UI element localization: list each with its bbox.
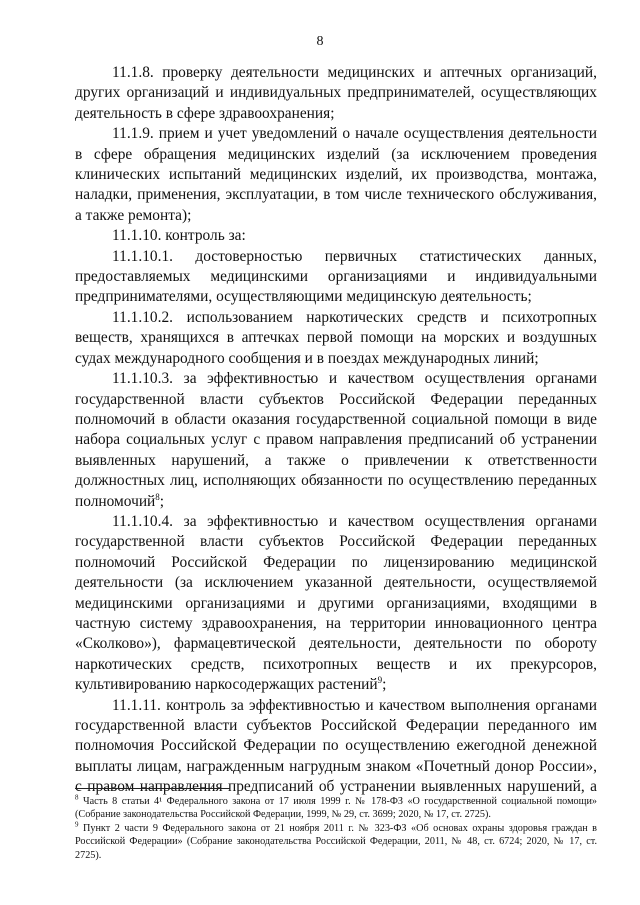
footnote-ref-9[interactable]: 9 — [377, 675, 383, 686]
paragraph-11-1-10-4: 11.1.10.4. за эффективностью и качеством осуществления органами государственной власти субъектов Российской Федерации переданных полномочий Российской Федерации по лицензированию медицинской деятельности (за исключением указанной деятельности, осуществляемой медицинскими организациями и другими организациями, входящими в частную систему здравоохранения, на территории инновационного центра «Сколково»), фармацевтической деятельности, деятельности по обороту наркотических средств, психотропных веществ и их прекурсоров, культивированию наркосодержащих растений$^9$; — [75, 512, 597, 694]
paragraph-11-1-10: 11.1.10. контроль за: — [112, 227, 246, 245]
paragraph-11-1-9: 11.1.9. прием и учет уведомлений о начале осуществления деятельности в сфере обращения медицинских изделий (за исключением проведения клинических испытаний медицинских изделий, их производства, монтажа, наладки, применения, эксплуатации, в том числе технического обслуживания, а также ремонта); — [75, 125, 597, 224]
paragraph-11-1-8: 11.1.8. проверку деятельности медицинских и аптечных организаций, других организаций и индивидуальных предпринимателей, осуществляющих деятельность в сфере здравоохранения; — [75, 64, 597, 122]
footnote-8 — [75, 795, 597, 822]
footnote-text: Часть 8 статьи 4¹ Федерального закона от 17 июля 1999 г. № 178-ФЗ «О государственной социальной помощи» (Собрание законодательства Российской Федерации, 1999, № 29, ст. 3699; 2020, № 17, ст. 2725). — [75, 796, 597, 821]
footnote-ref-8[interactable]: 8 — [155, 491, 160, 502]
page-number: 8 — [316, 34, 324, 49]
paragraph-11-1-10-2: 11.1.10.2. использованием наркотических средств и психотропных веществ, хранящихся в аптечках первой помощи на морских и воздушных судах международного сообщения и в поездах международных линий; — [75, 308, 597, 367]
footnotes — [75, 795, 597, 862]
paragraph-11-1-11: 11.1.11. контроль за эффективностью и качеством выполнения органами государственной власти субъектов Российской Федерации переданного им полномочия Российской Федерации по осуществлению ежегодной денежной выплаты лицам, награжденным нагрудным знаком «Почетный донор России», с правом направления предписаний об устранении выявленных нарушений, а — [75, 696, 597, 796]
footnote-9 — [75, 822, 597, 862]
document-body — [75, 63, 597, 798]
paragraph-11-1-10-1: 11.1.10.1. достоверностью первичных статистических данных, предоставляемых медицинскими организациями и индивидуальными предпринимателями, осуществляющими медицинскую деятельность; — [75, 247, 597, 306]
footnote-separator — [75, 788, 230, 789]
footnote-text: Пункт 2 части 9 Федерального закона от 21 ноября 2011 г. № 323-ФЗ «Об основах охраны здоровья граждан в Российской Федерации» (Собрание законодательства Российской Федерации, 2011, № 48, ст. 6724; 2020, № 17, ст. 2725). — [75, 822, 597, 861]
footnote-mark: 8 — [75, 793, 79, 802]
paragraph-11-1-10-3: 11.1.10.3. за эффективностью и качеством осуществления органами государственной власти субъектов Российской Федерации переданных полномочий в области оказания государственной социальной помощи в виде набора социальных услуг с правом направления предписаний об устранении выявленных нарушений, а также о привлечении к ответственности должностных лиц, исполняющих обязанности по осуществлению переданных полномочий$^8$; — [75, 370, 597, 510]
footnote-mark: 9 — [75, 820, 79, 829]
